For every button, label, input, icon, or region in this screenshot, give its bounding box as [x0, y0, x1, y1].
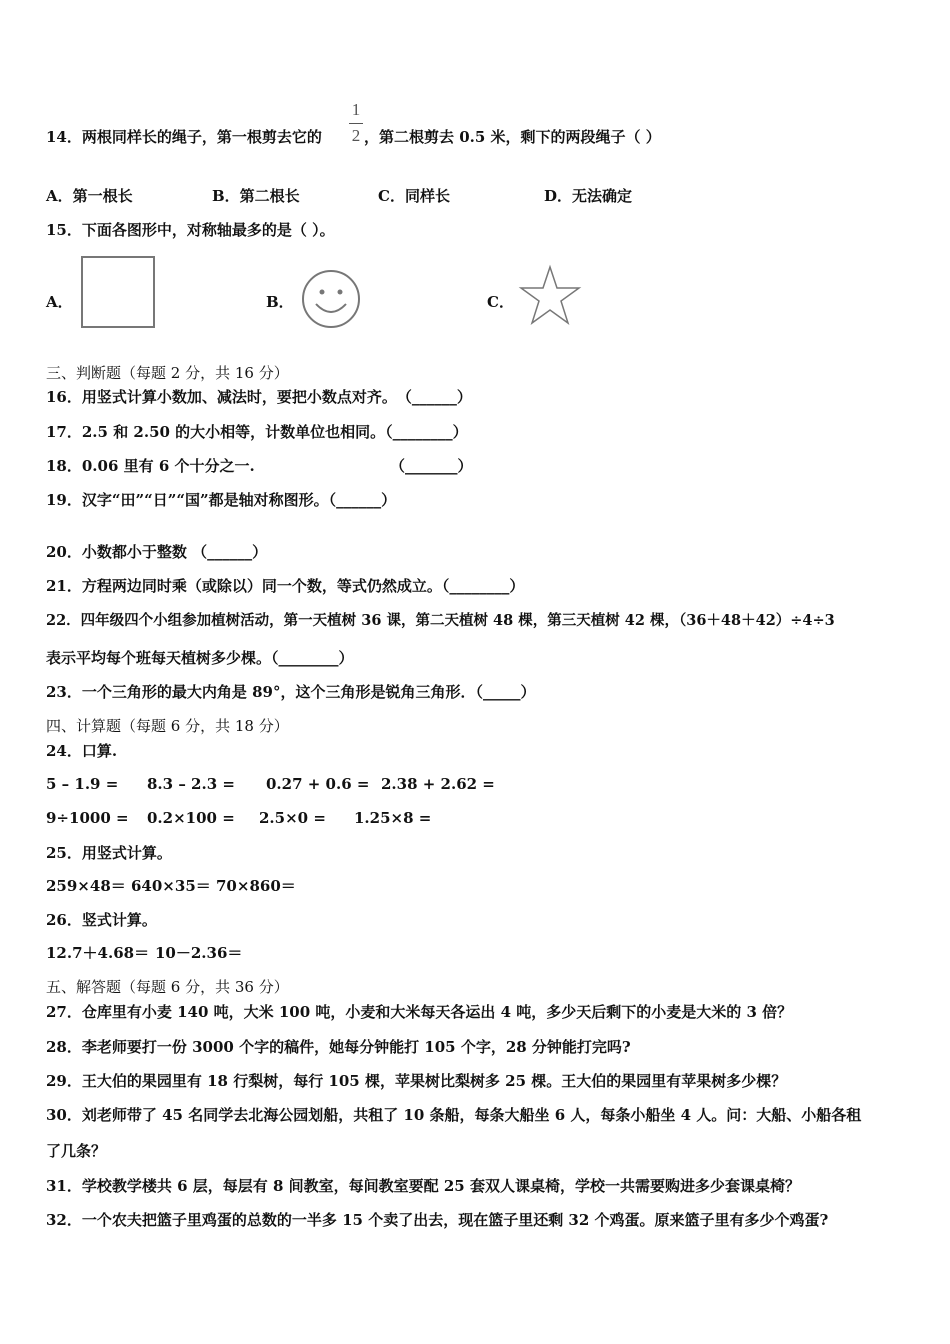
question-21: 21．方程两边同时乘（或除以）同一个数，等式仍然成立。（________） — [46, 577, 525, 595]
calc-item: 12.7＋4.68＝ — [46, 944, 150, 962]
question-19: 19．汉字“田”“日”“国”都是轴对称图形。（______） — [46, 491, 397, 509]
question-25: 25．用竖式计算。 — [46, 844, 172, 862]
q14-text-after: ，第二根剪去 0.5 米，剩下的两段绳子（ ） — [364, 128, 661, 146]
question-20: 20．小数都小于整数 （______） — [46, 543, 268, 561]
calc-item: 10－2.36＝ — [155, 944, 243, 962]
fraction-denominator: 2 — [351, 126, 361, 145]
calc-item: 5 – 1.9 = — [46, 775, 119, 793]
question-31: 31．学校教学楼共 6 层，每层有 8 间教室，每间教室要配 25 套双人课桌椅，学校一共需要购进多少套课桌椅？ — [46, 1177, 800, 1195]
question-28: 28．李老师要打一份 3000 个字的稿件，她每分钟能打 105 个字，28 分钟能打完吗? — [46, 1038, 631, 1056]
calc-item: 0.27 + 0.6 = — [266, 775, 370, 793]
question-30: 30．刘老师带了 45 名同学去北海公园划船，共租了 10 条船，每条大船坐 6 人，每条小船坐 4 人。问：大船、小船各租 — [46, 1106, 862, 1124]
question-27: 27．仓库里有小麦 140 吨，大米 100 吨，小麦和大米每天各运出 4 吨，多少天后剩下的小麦是大米的 3 倍？ — [46, 1003, 793, 1021]
calc-item: 259×48＝ — [46, 877, 126, 895]
calc-item: 2.38 + 2.62 = — [381, 775, 495, 793]
star-shape — [518, 264, 582, 328]
calc-item: 1.25×8 = — [354, 809, 432, 827]
section-4-heading: 四、计算题（每题 6 分，共 18 分） — [46, 717, 289, 735]
q14-option-a[interactable]: A．第一根长 — [46, 187, 133, 205]
calc-item: 9÷1000 = — [46, 809, 129, 827]
question-15: 15．下面各图形中，对称轴最多的是（ ）。 — [46, 221, 335, 239]
question-14 — [46, 127, 322, 147]
section-3-heading: 三、判断题（每题 2 分，共 16 分） — [46, 364, 289, 382]
q15-option-b-label[interactable]: B． — [266, 293, 294, 311]
question-32: 32．一个农夫把篮子里鸡蛋的总数的一半多 15 个卖了出去，现在篮子里还剩 32 个鸡蛋。原来篮子里有多少个鸡蛋? — [46, 1211, 829, 1229]
question-17: 17．2.5 和 2.50 的大小相等，计数单位也相同。（________） — [46, 423, 468, 441]
q15-option-c-label[interactable]: C． — [487, 293, 514, 311]
question-18: 18．0.06 里有 6 个十分之一. — [46, 457, 255, 475]
question-18-blank: （_______） — [390, 457, 473, 475]
q14-text-before: 14．两根同样长的绳子，第一根剪去它的 — [46, 128, 322, 146]
section-5-heading: 五、解答题（每题 6 分，共 36 分） — [46, 978, 289, 996]
calc-item: 70×860＝ — [216, 877, 296, 895]
q14-option-c[interactable]: C．同样长 — [378, 187, 450, 205]
fraction-bar — [349, 123, 363, 124]
calc-item: 2.5×0 = — [259, 809, 326, 827]
fraction-numerator: 1 — [351, 100, 361, 119]
calc-item: 640×35＝ — [131, 877, 211, 895]
calc-item: 0.2×100 = — [147, 809, 235, 827]
calc-item: 8.3 – 2.3 = — [147, 775, 235, 793]
question-16: 16．用竖式计算小数加、减法时，要把小数点对齐。 （______） — [46, 388, 472, 406]
question-30-continued: 了几条？ — [46, 1142, 107, 1160]
q14-option-b[interactable]: B．第二根长 — [212, 187, 300, 205]
question-23: 23．一个三角形的最大内角是 89°，这个三角形是锐角三角形．（_____） — [46, 683, 536, 701]
q14-option-d[interactable]: D．无法确定 — [544, 187, 633, 205]
square-shape — [80, 255, 156, 329]
q15-option-a-label[interactable]: A． — [46, 293, 73, 311]
question-22: 22．四年级四个小组参加植树活动，第一天植树 36 课，第二天植树 48 棵，第三天植树 42 棵，（36＋48＋42）÷4÷3 — [46, 612, 835, 629]
question-29: 29．王大伯的果园里有 18 行梨树，每行 105 棵，苹果树比梨树多 25 棵。王大伯的果园里有苹果树多少棵？ — [46, 1072, 787, 1090]
question-24: 24．口算. — [46, 742, 118, 760]
question-22-continued: 表示平均每个班每天植树多少棵。（________） — [46, 649, 354, 667]
question-26: 26．竖式计算。 — [46, 911, 157, 929]
smiley-face-shape — [300, 268, 362, 330]
